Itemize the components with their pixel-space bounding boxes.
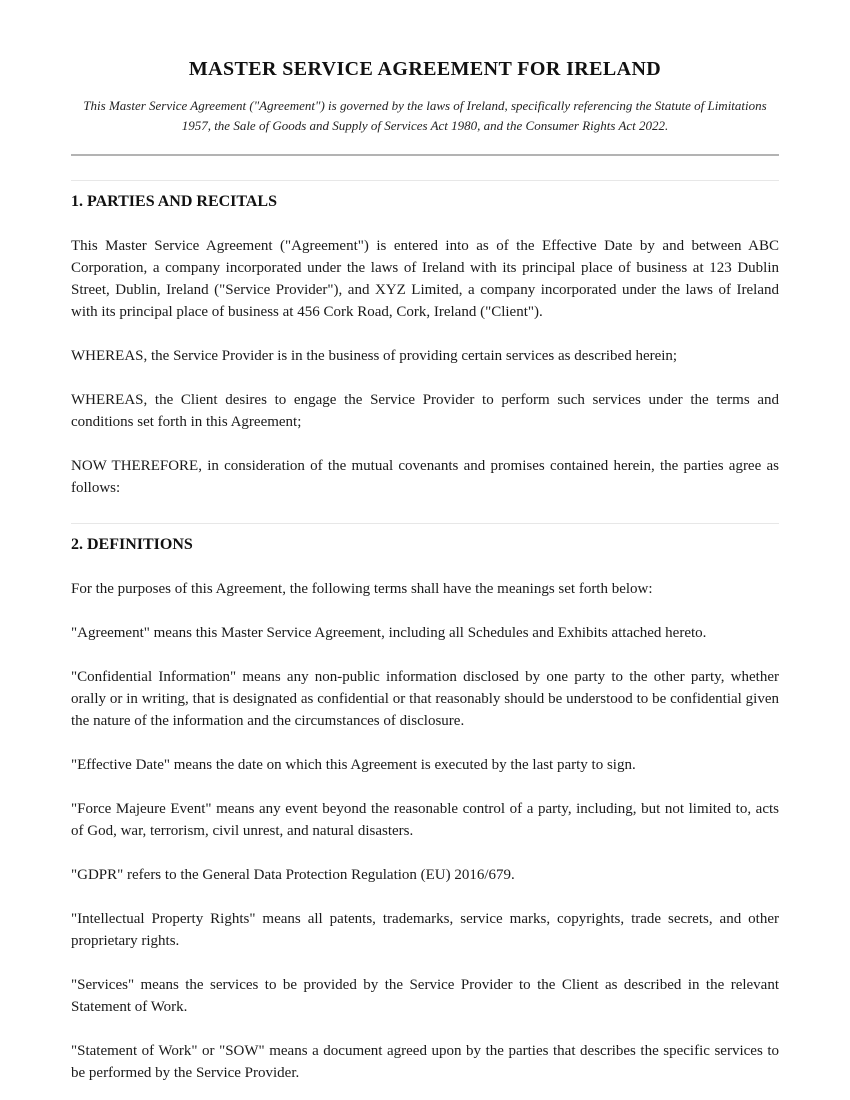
section-divider xyxy=(71,180,779,181)
paragraph: "Confidential Information" means any non-public information disclosed by one party to the other party, whether orally or in writing, that is designated as confidential or that reasonably should be understood to be confidential given the nature of the information and the circumstances of disclosure. xyxy=(71,669,779,729)
section-heading: 1. PARTIES AND RECITALS xyxy=(71,193,277,210)
paragraph: WHEREAS, the Client desires to engage the Service Provider to perform such services under the terms and conditions set forth in this Agreement; xyxy=(71,392,779,430)
section-definitions xyxy=(71,523,779,1084)
intro-text: This Master Service Agreement ("Agreement") is governed by the laws of Ireland, specifically referencing the Statute of Limitations 1957, the Sale of Goods and Supply of Services Act 1980, and the Consumer Rights Act 2022. xyxy=(83,98,767,133)
paragraph: "Services" means the services to be provided by the Service Provider to the Client as described in the relevant Statement of Work. xyxy=(71,977,779,1015)
section-parties-and-recitals xyxy=(71,180,779,499)
paragraph: NOW THEREFORE, in consideration of the mutual covenants and promises contained herein, the parties agree as follows: xyxy=(71,458,779,496)
paragraph: "Intellectual Property Rights" means all patents, trademarks, service marks, copyrights, trade secrets, and other proprietary rights. xyxy=(71,911,779,949)
paragraph: For the purposes of this Agreement, the following terms shall have the meanings set forth below: xyxy=(71,581,653,597)
section-divider xyxy=(71,523,779,524)
page-title: MASTER SERVICE AGREEMENT FOR IRELAND xyxy=(188,58,662,80)
header-divider xyxy=(71,154,779,156)
paragraph: "Effective Date" means the date on which this Agreement is executed by the last party to sign. xyxy=(71,757,636,773)
section-heading: 2. DEFINITIONS xyxy=(71,536,193,553)
paragraph: "GDPR" refers to the General Data Protection Regulation (EU) 2016/679. xyxy=(71,867,515,883)
paragraph: "Statement of Work" or "SOW" means a document agreed upon by the parties that describes the specific services to be performed by the Service Provider. xyxy=(71,1043,779,1081)
paragraph: "Force Majeure Event" means any event beyond the reasonable control of a party, including, but not limited to, acts of God, war, terrorism, civil unrest, and natural disasters. xyxy=(71,801,779,839)
paragraph: This Master Service Agreement ("Agreement") is entered into as of the Effective Date by and between ABC Corporation, a company incorporated under the laws of Ireland with its principal place of business at 123 Dublin Street, Dublin, Ireland ("Service Provider"), and XYZ Limited, a company incorporated under the laws of Ireland with its principal place of business at 456 Cork Road, Cork, Ireland ("Client"). xyxy=(71,238,779,320)
paragraph: "Agreement" means this Master Service Agreement, including all Schedules and Exhibits attached hereto. xyxy=(71,625,707,641)
paragraph: WHEREAS, the Service Provider is in the business of providing certain services as described herein; xyxy=(71,348,678,364)
